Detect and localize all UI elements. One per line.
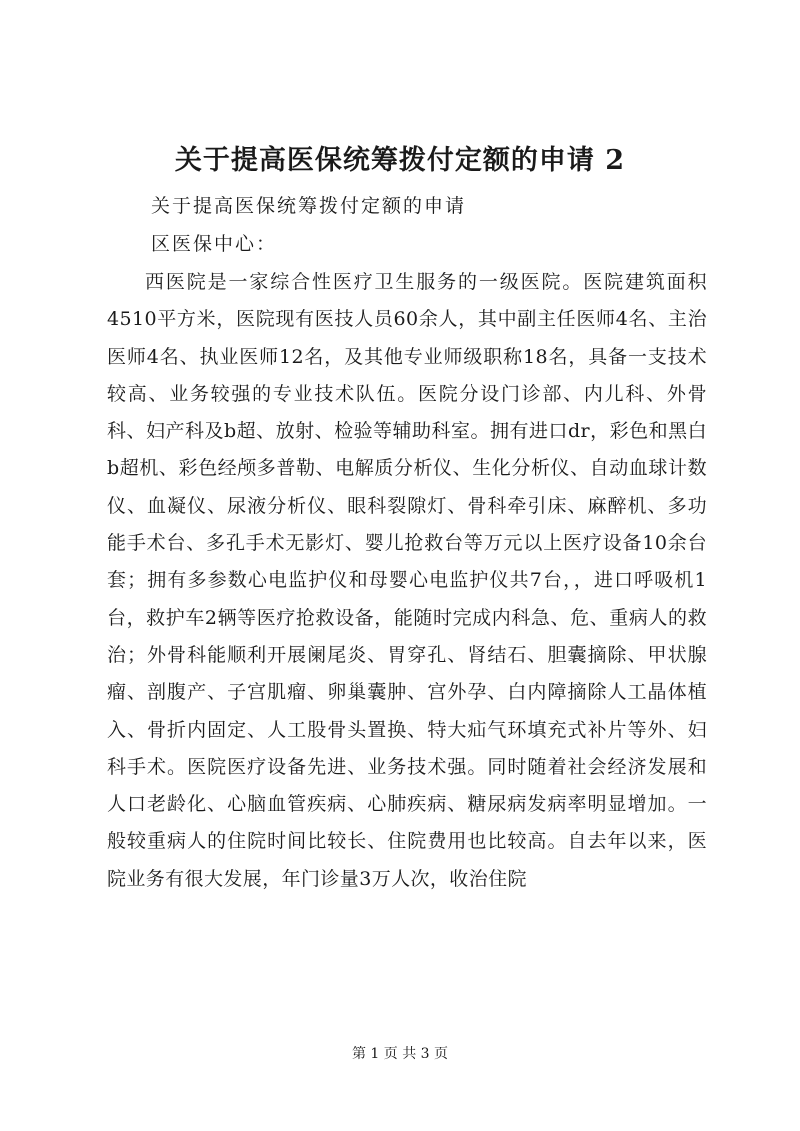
body-paragraph: 西医院是一家综合性医疗卫生服务的一级医院。医院建筑面积4510平方米，医院现有医技人员60余人，其中副主任医师4名、主治医师4名、执业医师12名，及其他专业师级职称18名，具备一支技术较高、业务较强的专业技术队伍。医院分设门诊部、内儿科、外骨科、妇产科及b超、放射、检验等辅助科室。拥有进口dr，彩色和黑白b超机、彩色经颅多普勒、电解质分析仪、生化分析仪、自动血球计数仪、血凝仪、尿液分析仪、眼科裂隙灯、骨科牵引床、麻醉机、多功能手术台、多孔手术无影灯、婴儿抢救台等万元以上医疗设备10余台套；拥有多参数心电监护仪和母婴心电监护仪共7台，，进口呼吸机1台，救护车2辆等医疗抢救设备，能随时完成内科急、危、重病人的救治；外骨科能顺利开展阑尾炎、胃穿孔、肾结石、胆囊摘除、甲状腺瘤、剖腹产、子宫肌瘤、卵巢囊肿、宫外孕、白内障摘除人工晶体植入、骨折内固定、人工股骨头置换、特大疝气环填充式补片等外、妇科手术。医院医疗设备先进、业务技术强。同时随着社会经济发展和人口老龄化、心脑血管疾病、心肺疾病、糖尿病发病率明显增加。一般较重病人的住院时间比较长、住院费用也比较高。自去年以来，医院业务有很大发展，年门诊量3万人次，收治住院	[107, 271, 707, 890]
recipient-line: 区医保中心：	[151, 233, 278, 255]
document-subheading: 关于提高医保统筹拨付定额的申请	[151, 195, 467, 217]
page-number-footer: 第 1 页 共 3 页	[351, 1046, 449, 1062]
document-title: 关于提高医保统筹拨付定额的申请 2	[174, 145, 626, 176]
